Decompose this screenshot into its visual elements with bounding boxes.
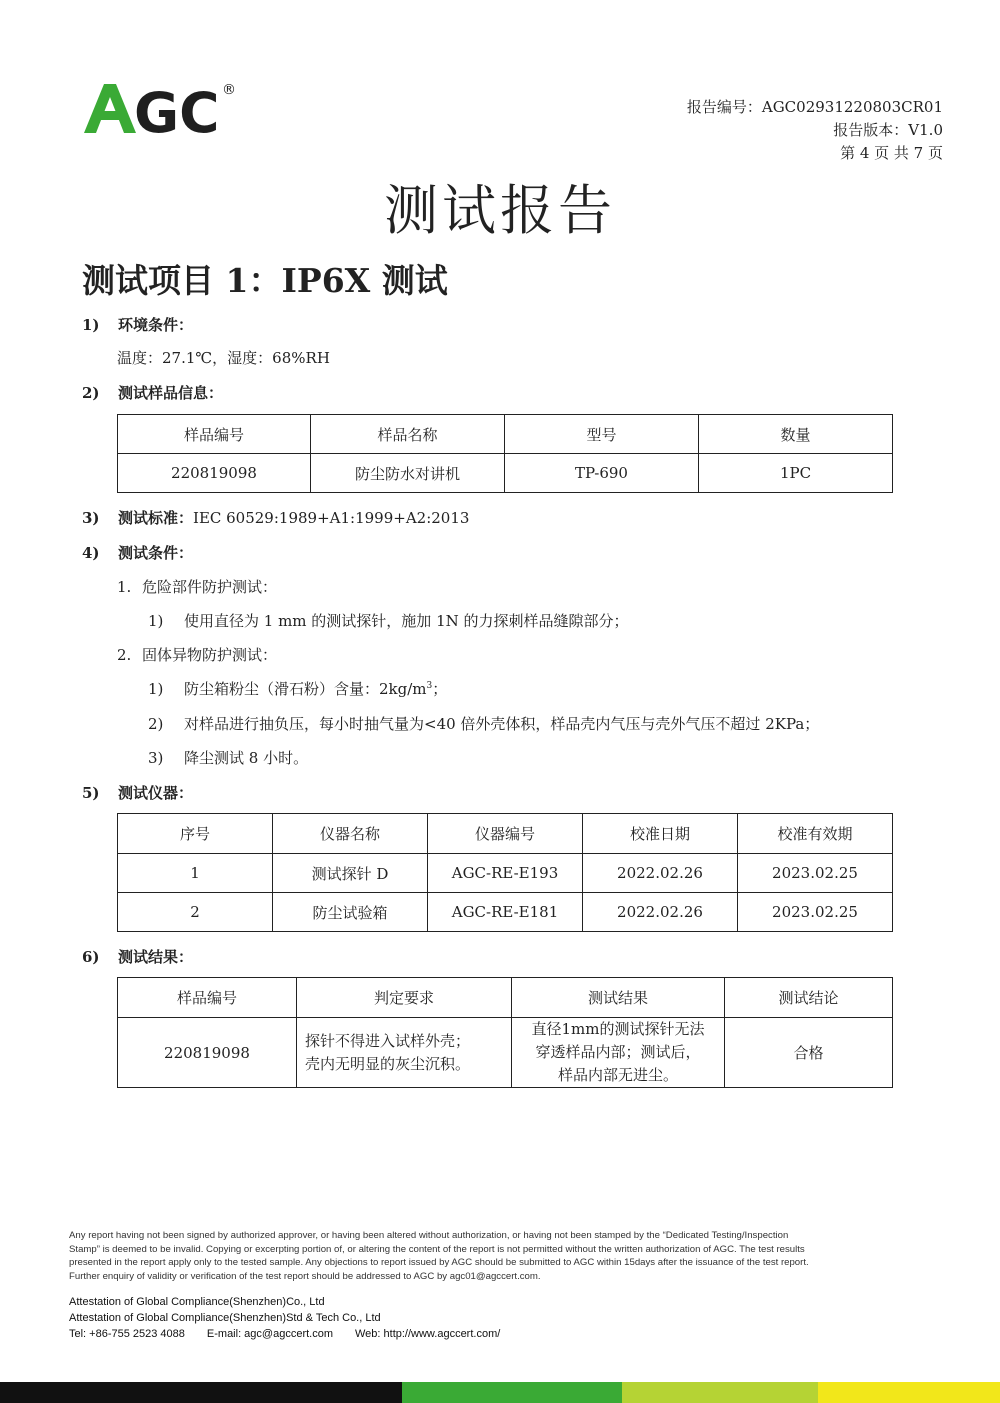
header-cell: 样品编号 [118,978,297,1018]
table-row [118,893,893,932]
company-info [69,1294,500,1342]
header-cell: 仪器编号 [428,814,583,854]
table-cell: 2023.02.25 [738,854,893,893]
superscript: 3 [426,681,433,691]
table-cell: TP-690 [505,454,699,493]
disclaimer-line: Any report having not been signed by authorized approver, or having been altered without authorization, or having not been stamped by the “Dedicated Testing/Inspection [69,1230,789,1241]
environment-conditions: 温度：27.1℃，湿度：68%RH [117,349,330,367]
table-cell: 220819098 [118,454,311,493]
section-5-number: 5) [82,784,100,802]
section-4-number: 4) [82,544,100,562]
list-text: 固体异物防护测试： [142,646,278,664]
section-1-number: 1) [82,316,100,334]
condition-item-1 [117,576,277,597]
result-line: 直径1mm的测试探针无法 [531,1020,705,1038]
list-number: 1. [117,578,132,596]
section-6-number: 6) [82,948,100,966]
condition-item-2-1 [148,678,447,699]
table-cell: 220819098 [118,1018,297,1088]
list-text: 防尘箱粉尘（滑石粉）含量：2kg/m [184,680,427,698]
list-text: 降尘测试 8 小时。 [184,749,309,767]
result-line: 样品内部无进尘。 [557,1066,678,1084]
section-6-heading [82,946,193,967]
header-cell: 样品名称 [311,415,505,454]
section-4-heading [82,542,193,563]
instrument-table [117,813,893,932]
header-cell: 型号 [505,415,699,454]
svg-text:®: ® [222,82,236,98]
sample-info-table [117,414,893,493]
list-number: 2. [117,646,132,664]
disclaimer-line: Further enquiry of validity or verification of the test report should be addressed to AGC by agc01@agccert.com. [69,1270,541,1282]
condition-item-2 [117,644,277,665]
table-cell: AGC-RE-E193 [428,854,583,893]
condition-item-2-2 [148,713,819,734]
table-header-row [118,978,893,1018]
report-meta [687,96,943,165]
section-2-heading [82,382,223,403]
email-link[interactable]: E-mail: agc@agccert.com [206,1328,333,1340]
report-number: 报告编号：AGC02931220803CR01 [686,98,943,116]
section-5-heading [82,782,193,803]
test-standard: IEC 60529:1989+A1:1999+A2:2013 [193,509,470,527]
footer-color-bar [0,1382,1000,1403]
header-cell: 校准有效期 [738,814,893,854]
list-text: 对样品进行抽负压，每小时抽气量为<40 倍外壳体积，样品壳内气压与壳外气压不超过 2KPa； [184,715,820,733]
header-cell: 测试结论 [725,978,893,1018]
header-cell: 判定要求 [297,978,512,1018]
header-cell: 仪器名称 [273,814,428,854]
report-version: 报告版本：V1.0 [833,121,943,139]
requirement-line: 探针不得进入试样外壳； [305,1031,471,1050]
color-bar-segment [402,1382,622,1403]
disclaimer-line: presented in the report apply only to the tested sample. Any objections to report issued by AGC should be submitted to AGC within 15days after the issuance of the test report. [69,1257,809,1269]
list-number: 1) [148,680,164,698]
agc-logo [82,78,242,140]
contact-line [69,1326,500,1342]
table-cell: AGC-RE-E181 [428,893,583,932]
requirement-line: 壳内无明显的灰尘沉积。 [305,1054,471,1073]
disclaimer-line: Stamp” is deemed to be invalid. Copying or excerpting portion of, or altering the content of the report is not permitted without the written authorization of AGC. The test results [69,1243,805,1255]
table-cell: 防尘试验箱 [273,893,428,932]
header-cell: 数量 [699,415,893,454]
company-name: Attestation of Global Compliance(Shenzhen)Co., Ltd [69,1296,325,1308]
phone: Tel: +86-755 2523 4088 [69,1328,185,1340]
list-text-tail: ； [432,680,448,698]
header-cell: 序号 [118,814,273,854]
table-cell: 测试探针 D [273,854,428,893]
header-cell: 样品编号 [118,415,311,454]
section-3-number: 3) [82,509,100,527]
table-header-row [118,814,893,854]
agc-logo-graphic [82,78,242,140]
table-cell: 防尘防水对讲机 [311,454,505,493]
list-text: 危险部件防护测试： [142,578,278,596]
result-line: 穿透样品内部；测试后， [535,1043,701,1061]
svg-text:GC: GC [134,81,220,140]
color-bar-segment [622,1382,818,1403]
section-4-label: 测试条件： [118,544,194,562]
requirement-cell [297,1018,512,1088]
list-number: 1) [148,612,164,630]
section-6-label: 测试结果： [118,948,194,966]
condition-item-1-1 [148,610,629,631]
section-3-label: 测试标准： [118,509,194,527]
table-row [118,1018,893,1088]
section-5-label: 测试仪器： [118,784,194,802]
list-text: 使用直径为 1 mm 的测试探针，施加 1N 的力探刺样品缝隙部分； [184,612,629,630]
table-cell: 2023.02.25 [738,893,893,932]
table-row [118,854,893,893]
table-row [118,454,893,493]
website-link[interactable]: Web: http://www.agccert.com/ [355,1328,501,1340]
section-title: 测试项目 1：IP6X 测试 [82,261,448,300]
company-name: Attestation of Global Compliance(Shenzhen)Std & Tech Co., Ltd [69,1312,381,1324]
section-1-heading [82,314,193,335]
condition-item-2-3 [148,747,308,768]
color-bar-segment [0,1382,402,1403]
table-cell: 1 [118,854,273,893]
page-indicator: 第 4 页 共 7 页 [840,144,943,162]
table-header-row [118,415,893,454]
table-cell: 2 [118,893,273,932]
header-cell: 测试结果 [512,978,725,1018]
list-number: 3) [148,749,164,767]
list-number: 2) [148,715,164,733]
section-2-label: 测试样品信息： [118,384,224,402]
disclaimer-text [69,1229,899,1283]
table-cell: 1PC [699,454,893,493]
section-2-number: 2) [82,384,100,402]
table-cell: 2022.02.26 [583,854,738,893]
test-result-table [117,977,893,1088]
section-3 [82,507,469,528]
conclusion-cell: 合格 [725,1018,893,1088]
table-cell: 2022.02.26 [583,893,738,932]
header-cell: 校准日期 [583,814,738,854]
color-bar-segment [818,1382,1000,1403]
section-1-label: 环境条件： [118,316,194,334]
document-title: 测试报告 [384,179,616,242]
result-cell [512,1018,725,1088]
